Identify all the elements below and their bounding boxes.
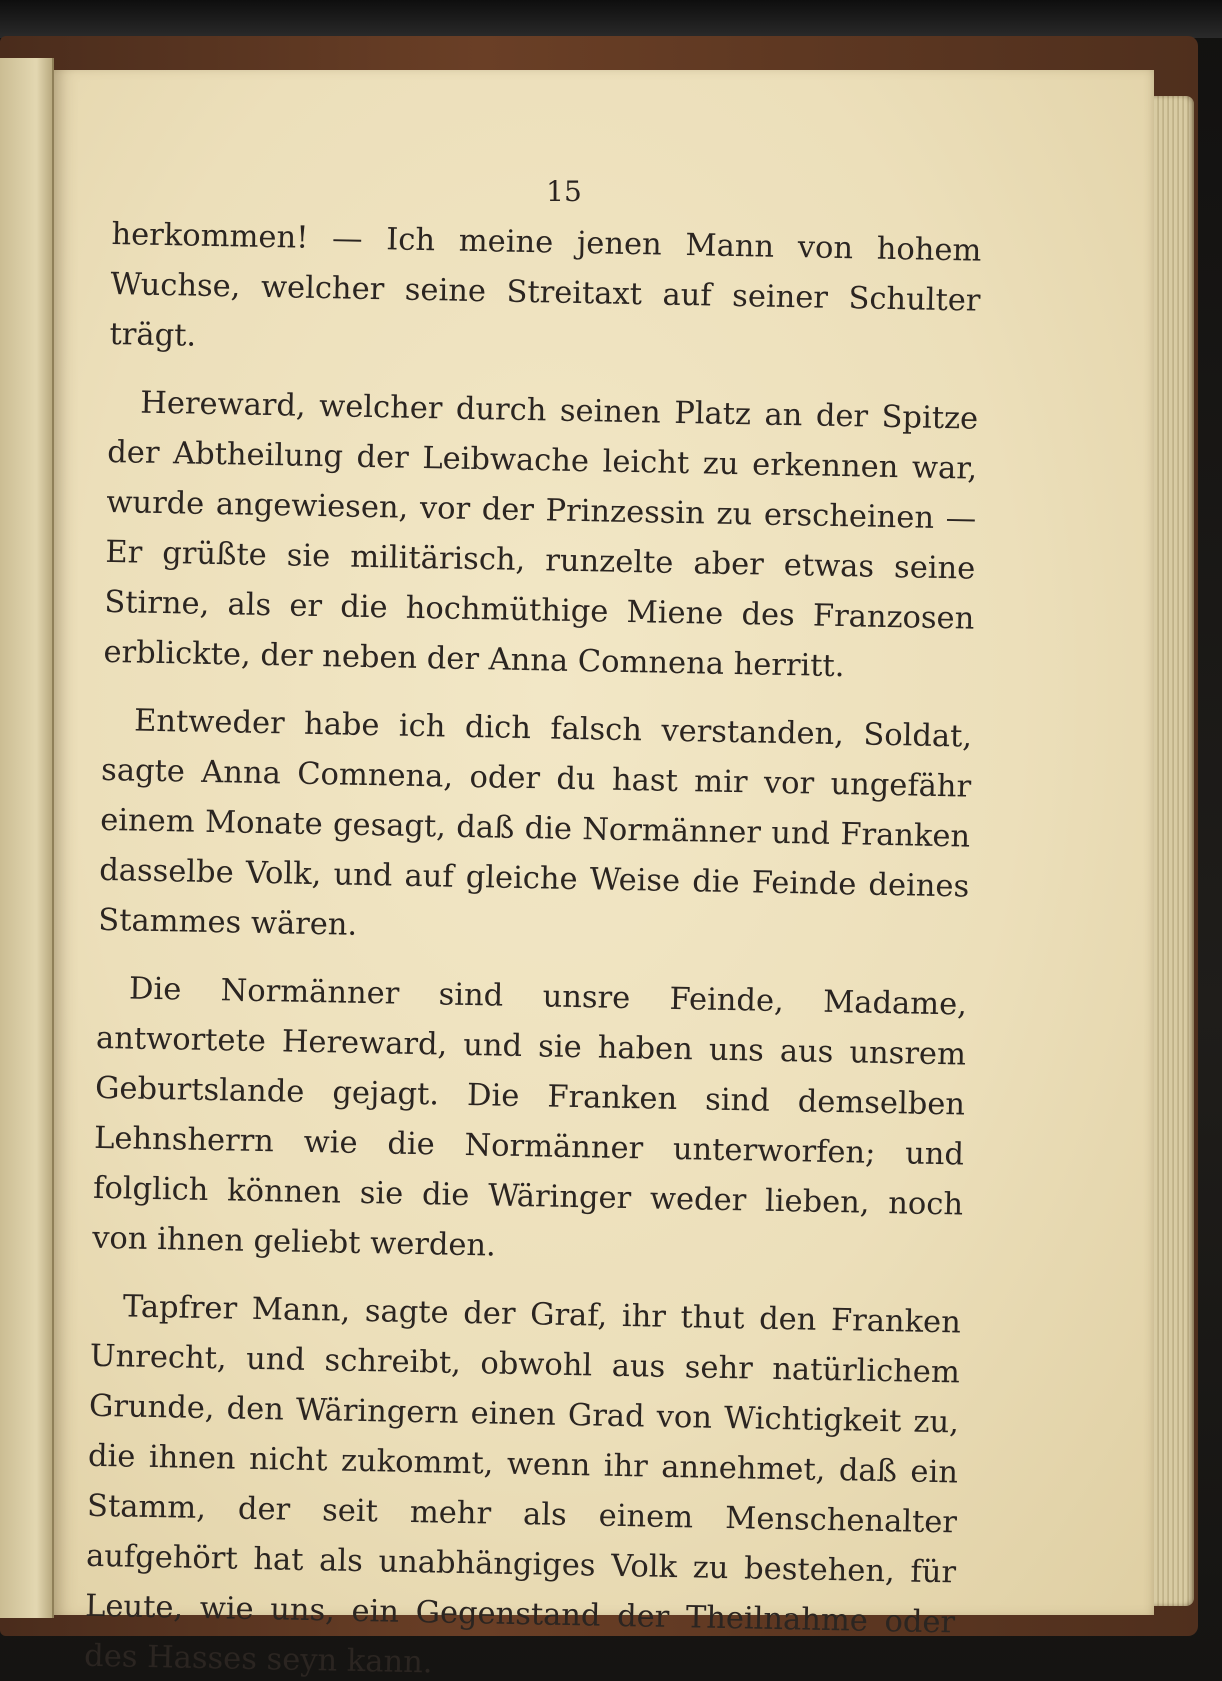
paragraph-1: herkommen! — Ich meine jenen Mann von hohem Wuchse, welcher seine Streitaxt auf seiner Schulter trägt.	[109, 216, 982, 354]
paragraph-3: Entweder habe ich dich falsch verstanden, Soldat, sagte Anna Comnena, oder du hast mir vor ungefähr einem Monate gesagt, daß die Normänner und Franken dasselbe Volk, und auf gleiche Weise die Feinde deines Stammes wären.	[98, 703, 973, 943]
book-page	[54, 70, 1154, 1681]
paragraph-5: Tapfrer Mann, sagte der Graf, ihr thut den Franken Unrecht, und schreibt, obwohl aus sehr natürlichem Grunde, den Wäringern einen Grad von Wichtigkeit zu, die ihnen nicht zukommt, wenn ihr annehmet, daß ein Stamm, der seit mehr als einem Menschenalter aufgehört hat als unabhängiges Volk zu bestehen, für Leute, wie uns, ein Gegenstand der Theilnahme oder des Hasses seyn kann.	[83, 1289, 962, 1681]
background-strip	[0, 0, 1222, 38]
body-text	[84, 210, 982, 1681]
facing-page-edge	[0, 58, 54, 1618]
page-edges	[1150, 96, 1194, 1606]
page-number: 15	[546, 175, 582, 208]
paragraph-2: Hereward, welcher durch seinen Platz an der Spitze der Abtheilung der Leibwache leicht zu erkennen war, wurde angewiesen, vor der Prinzessin zu erscheinen — Er grüßte sie militärisch, runzelte aber etwas seine Stirne, als er die hochmüthige Miene des Franzosen erblickte, der neben der Anna Comnena herritt.	[103, 385, 979, 685]
paragraph-4: Die Normänner sind unsre Feinde, Madame, antwortete Hereward, und sie haben uns aus unsrem Geburtslande gejagt. Die Franken sind demselben Lehnsherrn wie die Normänner unterworfen; und folglich können sie die Wäringer weder lieben, noch von ihnen geliebt werden.	[91, 971, 968, 1264]
